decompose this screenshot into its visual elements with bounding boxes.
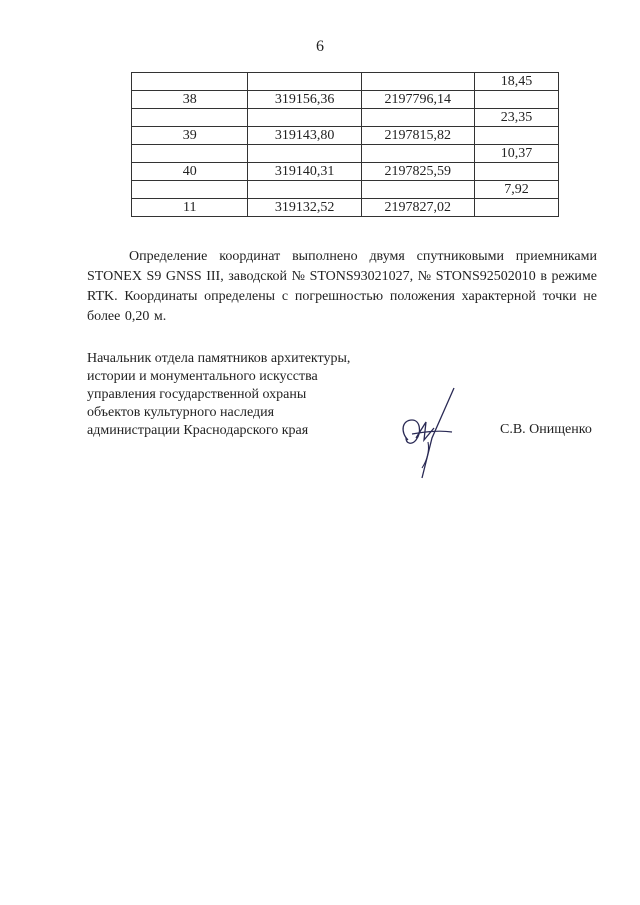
y-coordinate-cell	[361, 109, 474, 127]
point-cell: 38	[132, 91, 248, 109]
y-coordinate-cell: 2197796,14	[361, 91, 474, 109]
position-line: объектов культурного наследия	[87, 405, 275, 420]
x-coordinate-cell	[248, 181, 361, 199]
position-line: Начальник отдела памятников архитектуры,	[87, 351, 351, 366]
distance-cell	[474, 199, 558, 217]
table-row	[132, 145, 559, 163]
y-coordinate-cell	[361, 73, 474, 91]
x-coordinate-cell	[248, 73, 361, 91]
table-row	[132, 73, 559, 91]
position-line: администрации Краснодарского края	[87, 423, 309, 438]
handwritten-signature	[392, 382, 472, 482]
table-row	[132, 127, 559, 145]
x-coordinate-cell	[248, 145, 361, 163]
coordinates-table	[131, 72, 559, 217]
x-coordinate-cell	[248, 109, 361, 127]
distance-cell: 7,92	[474, 181, 558, 199]
table-row	[132, 91, 559, 109]
table-row	[132, 163, 559, 181]
distance-cell: 10,37	[474, 145, 558, 163]
x-coordinate-cell: 319156,36	[248, 91, 361, 109]
y-coordinate-cell: 2197827,02	[361, 199, 474, 217]
point-cell: 39	[132, 127, 248, 145]
x-coordinate-cell: 319143,80	[248, 127, 361, 145]
y-coordinate-cell: 2197825,59	[361, 163, 474, 181]
signer-name: С.В. Онищенко	[500, 422, 592, 437]
page-number: 6	[316, 38, 324, 55]
point-cell	[132, 109, 248, 127]
position-line: управления государственной охраны	[87, 387, 307, 402]
position-line: истории и монументального искусства	[87, 369, 318, 384]
x-coordinate-cell: 319140,31	[248, 163, 361, 181]
table-row	[132, 109, 559, 127]
y-coordinate-cell: 2197815,82	[361, 127, 474, 145]
distance-cell	[474, 163, 558, 181]
method-paragraph: Определение координат выполнено двумя спутниковыми приемниками STONEX S9 GNSS III, заводской № STONS93021027, № STONS92502010 в режиме RTK. Координаты определены с погрешностью положения характерной точки не более 0,20 м.	[87, 249, 597, 324]
distance-cell	[474, 127, 558, 145]
distance-cell	[474, 91, 558, 109]
y-coordinate-cell	[361, 181, 474, 199]
point-cell	[132, 181, 248, 199]
point-cell: 11	[132, 199, 248, 217]
distance-cell: 23,35	[474, 109, 558, 127]
table-row	[132, 199, 559, 217]
distance-cell: 18,45	[474, 73, 558, 91]
point-cell	[132, 73, 248, 91]
y-coordinate-cell	[361, 145, 474, 163]
x-coordinate-cell: 319132,52	[248, 199, 361, 217]
table-row	[132, 181, 559, 199]
signatory-position	[87, 350, 387, 440]
point-cell: 40	[132, 163, 248, 181]
point-cell	[132, 145, 248, 163]
